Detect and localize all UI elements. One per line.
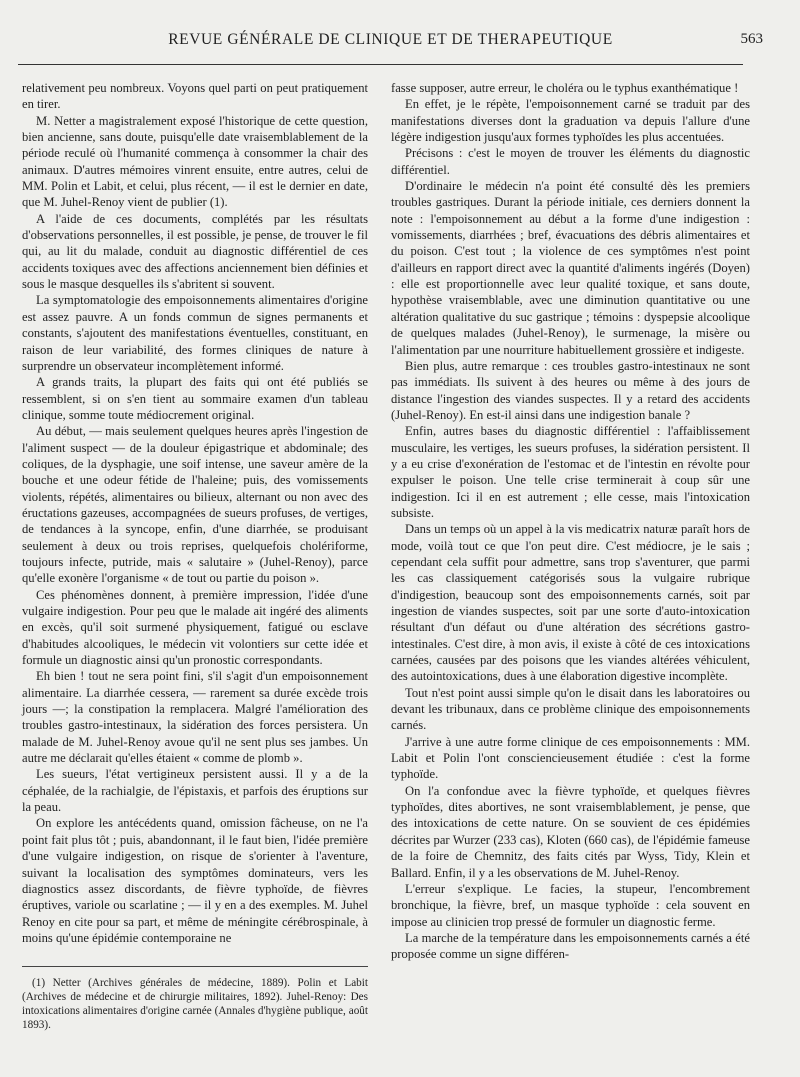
paragraph: D'ordinaire le médecin n'a point été consulté dès les premiers troubles gastriques. Durant la période initiale, ces derniers donnent la note : l'empoisonnement au début a la forme d'une indigestion : vomissements, diarrhées ; bref, évacuations des débris alimentaires et du poison. C'est tout ; la violence de ces symptômes n'est point d'ailleurs en rapport direct avec la quantité d'aliments ingérés (Doyen) : elle est proportionnelle avec leur qualité toxique, et sans doute, hypothèse vraisemblable, avec une diminution quantitative ou une altération qualitative du suc gastrique ; témoins : dyspepsie alcoolique de quelques malades (Juhel-Renoy), le surmenage, la misère ou l'alimentation par une nourriture habituellement grossière et indigeste. [391, 179, 750, 357]
paragraph: J'arrive à une autre forme clinique de ces empoisonnements : MM. Labit et Polin l'ont consciencieusement étudiée : c'est la forme typhoïde. [391, 734, 750, 782]
paragraph: Précisons : c'est le moyen de trouver les éléments du diagnostic différentiel. [391, 146, 750, 177]
paragraph: En effet, je le répète, l'empoisonnement carné se traduit par des manifestations diverses dont la graduation va depuis l'allure d'une légère indigestion jusqu'aux formes typhoïdes les plus accentuées. [391, 97, 750, 145]
paragraph: relativement peu nombreux. Voyons quel parti on peut pratiquement en tirer. [22, 81, 368, 112]
paragraph: Ces phénomènes donnent, à première impression, l'idée d'une vulgaire indigestion. Pour peu que le malade ait ingéré des aliments en excès, qu'il soit surmené physiquement, fatigué ou esclave d'habitudes alcooliques, le médecin vit volontiers sur cette idée et formule un diagnostic ainsi qu'un pronostic correspondants. [22, 587, 368, 668]
paragraph: Les sueurs, l'état vertigineux persistent aussi. Il y a de la céphalée, de la rachialgie, de l'épistaxis, et parfois des éruptions sur la peau. [22, 767, 368, 815]
paragraph: On explore les antécédents quand, omission fâcheuse, on ne l'a point fait plus tôt ; puis, abandonnant, il le faut bien, l'idée première d'une vulgaire indigestion, on risque de s'orienter à l'aventure, suivant la localisation des symptômes dominateurs, vers les diagnostics assez discordants, de fièvre typhoïde, de fièvres éruptives, variole ou scarlatine ; — il y en a des exemples. M. Juhel Renoy en cite pour sa part, et même de méningite cérébrospinale, à moins qu'une épidémie contemporaine ne [22, 816, 368, 945]
page-number: 563 [740, 31, 763, 47]
footnote: (1) Netter (Archives générales de médecine, 1889). Polin et Labit (Archives de médecine et de chirurgie militaires, 1892). Juhel-Renoy: Des intoxications alimentaires d'origine carnée (Annales d'hygiène publique, août 1893). [22, 977, 368, 1031]
paragraph: fasse supposer, autre erreur, le choléra ou le typhus exanthématique ! [391, 81, 739, 95]
paragraph: L'erreur s'explique. Le facies, la stupeur, l'encombrement bronchique, la fièvre, bref, un masque typhoïde : cela souvent en impose au clinicien trop pressé de formuler un diagnostic ferme. [391, 881, 750, 929]
paragraph: A grands traits, la plupart des faits qui ont été publiés se ressemblent, si on s'en tient au sommaire examen d'un tableau clinique, somme toute médiocrement original. [22, 375, 368, 422]
paragraph: Tout n'est point aussi simple qu'on le disait dans les laboratoires ou devant les tribunaux, dans ce problème clinique des empoisonnements carnés. [391, 685, 750, 733]
paragraph: Enfin, autres bases du diagnostic différentiel : l'affaiblissement musculaire, les vertiges, les sueurs profuses, la sidération persistent. Il y a eu crise d'exonération de l'estomac et de l'intestin en révolte pour expulser le poison. Une telle crise terminerait à coup sûr une indigestion. Ici il en est autrement ; elle cesse, mais l'intoxication subsiste. [391, 424, 750, 520]
footnote-rule [22, 966, 368, 967]
left-column [22, 80, 368, 946]
footnotes [22, 976, 368, 1032]
running-title: REVUE GÉNÉRALE DE CLINIQUE ET DE THERAPEUTIQUE [168, 31, 613, 48]
right-column [391, 80, 750, 963]
paragraph: La marche de la température dans les empoisonnements carnés a été proposée comme un signe différen- [391, 930, 750, 962]
paragraph: M. Netter a magistralement exposé l'historique de cette question, bien ancienne, sans doute, puisqu'elle date vraisemblablement de la période reculé où l'humanité commença à consommer la chair des animaux. D'autres mémoires vinrent ensuite, entre autres, celui de MM. Polin et Labit, et celui, plus récent, — il est le dernier en date, que M. Juhel-Renoy vient de publier (1). [22, 113, 368, 210]
paragraph: Dans un temps où un appel à la vis medicatrix naturæ paraît hors de mode, voilà tout ce que l'on peut dire. C'est médiocre, je le sais ; cependant cela suffit pour admettre, sans trop s'aventurer, que parmi les cas classiquement catégorisés sous la vulgaire rubrique d'indigestion, beaucoup sont des empoisonnements carnés, soit par ingestion de viandes suspectes, soit par une sorte d'auto-intoxication résultant d'un défaut ou d'une altération des sécrétions gastro-intestinales. C'est dire, à mon avis, il existe à côté de ces intoxications carnées, causées par des poisons que les viandes altérées véhiculent, des autointoxications, dues à une élaboration digestive incomplète. [391, 522, 750, 684]
paragraph: Eh bien ! tout ne sera point fini, s'il s'agit d'un empoisonnement alimentaire. La diarrhée cessera, — rarement sa durée excède trois jours —; la constipation la remplacera. Malgré l'amélioration des troubles gastro-intestinaux, la sidération des forces persistera. Un malade de M. Juhel-Renoy avoue qu'il ne sent plus ses jambes. Un autre me déclarait qu'elles étaient « comme de plomb ». [22, 669, 368, 766]
header-rule [18, 64, 743, 65]
page-header [18, 28, 763, 54]
paragraph: La symptomatologie des empoisonnements alimentaires d'origine est assez pauvre. A un fonds commun de signes permanents et constants, s'ajoutent des manifestations éventuelles, constituant, en raison de leur variabilité, des formes cliniques de nature à surprendre un observateur incomplètement informé. [22, 293, 368, 373]
paragraph: On l'a confondue avec la fièvre typhoïde, et quelques fièvres typhoïdes, dites abortives, ne sont vraisemblablement, je pense, que des intoxications de cette nature. On se souvient de ces épidémies décrites par Wurzer (233 cas), Kloten (660 cas), de l'épidémie fameuse de la foire de Chemnitz, des faits cités par Wyss, Tidy, Klein et Ballard. Enfin, il y a les observations de M. Juhel-Renoy. [391, 783, 750, 880]
paragraph: Au début, — mais seulement quelques heures après l'ingestion de l'aliment suspect — de la douleur épigastrique et abdominale; des coliques, de la dysphagie, une soif intense, une saveur amère de la bouche et une odeur fétide de l'haleine; puis, des vomissements violents, répétés, alimentaires ou bilieux, alternant ou non avec des éructations gazeuses, accompagnées de sueurs profuses, de vertiges, de tendances à la syncope, enfin, d'une diarrhée, se produisant seulement à deux ou trois reprises, quelquefois cholériforme, toujours infecte, putride, mais « salutaire » (Juhel-Renoy), parce qu'elle exonère l'organisme « de tout ou partie du poison ». [22, 424, 368, 586]
paragraph: A l'aide de ces documents, complétés par les résultats d'observations personnelles, il est possible, je pense, de trouver le fil qui, au lit du malade, conduit au diagnostic différentiel de ces accidents toxiques avec des affections anciennement bien définies et sous le masque desquelles ils s'abritent si souvent. [22, 211, 368, 292]
paragraph: Bien plus, autre remarque : ces troubles gastro-intestinaux ne sont pas immédiats. Ils suivent à des heures ou même à des jours de distance l'ingestion des viandes suspectes. Il y a retard des accidents (Juhel-Renoy). En est-il ainsi dans une indigestion banale ? [391, 358, 750, 422]
